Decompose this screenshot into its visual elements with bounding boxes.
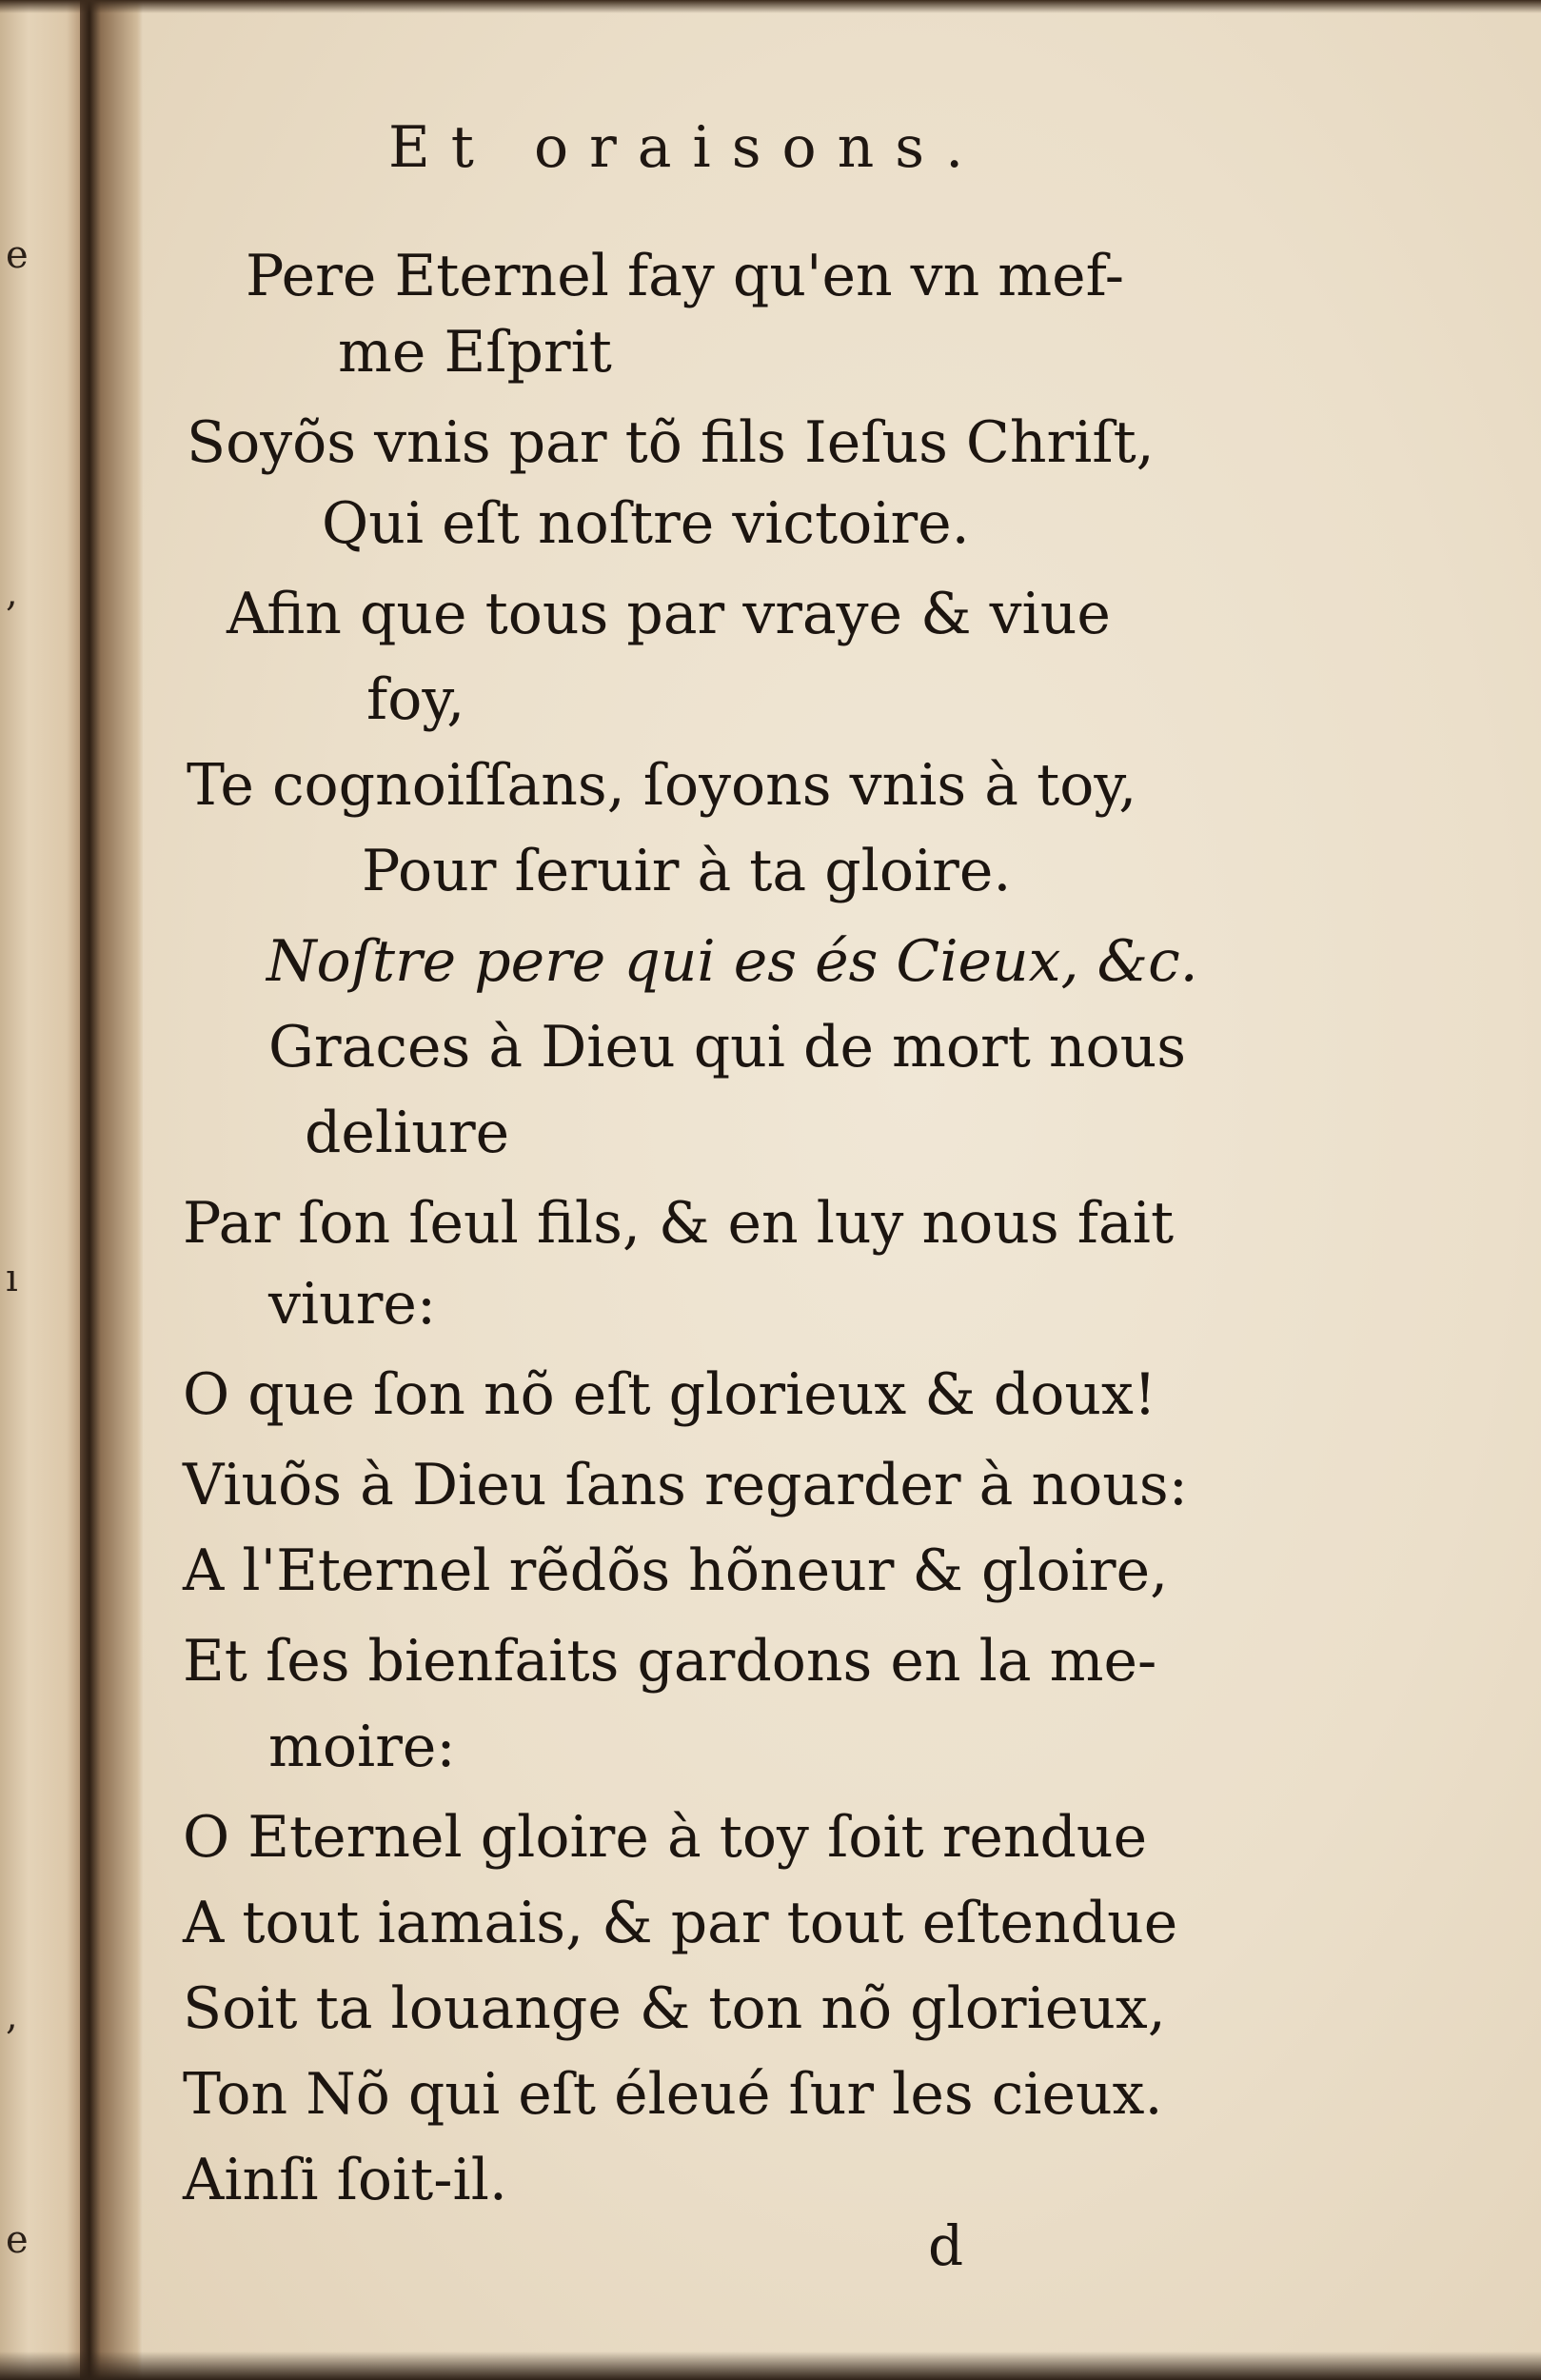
text-line: Pere Eternel fay qu'en vn mef- [246, 243, 1125, 309]
running-head: Et oraisons. [388, 114, 985, 181]
text-line: A l'Eternel rẽdõs hõneur & gloire, [183, 1537, 1169, 1604]
text-line: Graces à Dieu qui de mort nous [268, 1014, 1187, 1081]
text-line: Ton Nõ qui eſt éleué ſur les cieux. [183, 2061, 1163, 2128]
text-line: deliure [305, 1100, 510, 1166]
text-line: Ainſi ſoit-il. [183, 2147, 507, 2213]
text-line: A tout iamais, & par tout eſtendue [183, 1890, 1178, 1956]
text-line: Pour ſeruir à ta gloire. [362, 838, 1012, 904]
book-gutter [80, 0, 143, 2380]
text-line-italic: Noſtre pere qui es és Cieux, &c. [267, 928, 1198, 995]
facing-page-fragment: e [6, 233, 29, 277]
facing-page-fragment: , [6, 1994, 18, 2038]
facing-page-edge [0, 0, 82, 2380]
text-line: foy, [366, 666, 465, 733]
text-line: me Eſprit [338, 319, 612, 386]
text-line: O que ſon nõ eſt glorieux & doux! [183, 1361, 1156, 1428]
facing-page-fragment: e [6, 2218, 29, 2262]
text-line: Qui eſt noſtre victoire. [322, 490, 970, 557]
text-line: Afin que tous par vraye & viue [227, 581, 1111, 647]
signature-mark: d [928, 2213, 964, 2278]
page-top-shadow [0, 0, 1541, 13]
facing-page-fragment: , [6, 571, 18, 615]
text-line: Viuõs à Dieu ſans regarder à nous: [183, 1452, 1188, 1518]
page-bottom-shadow [0, 2351, 1541, 2380]
text-line: moire: [268, 1714, 456, 1780]
facing-page-fragment: ı [6, 1257, 18, 1300]
text-line: viure: [268, 1271, 437, 1338]
text-line: Te cognoiſſans, ſoyons vnis à toy, [187, 752, 1137, 819]
text-line: Par ſon ſeul fils, & en luy nous fait [183, 1190, 1175, 1257]
text-line: Soit ta louange & ton nõ glorieux, [183, 1975, 1166, 2042]
text-line: O Eternel gloire à toy ſoit rendue [183, 1804, 1148, 1871]
text-line: Et ſes bienfaits gardons en la me- [183, 1628, 1157, 1695]
text-line: Soyõs vnis par tõ fils Ieſus Chriſt, [187, 409, 1155, 476]
